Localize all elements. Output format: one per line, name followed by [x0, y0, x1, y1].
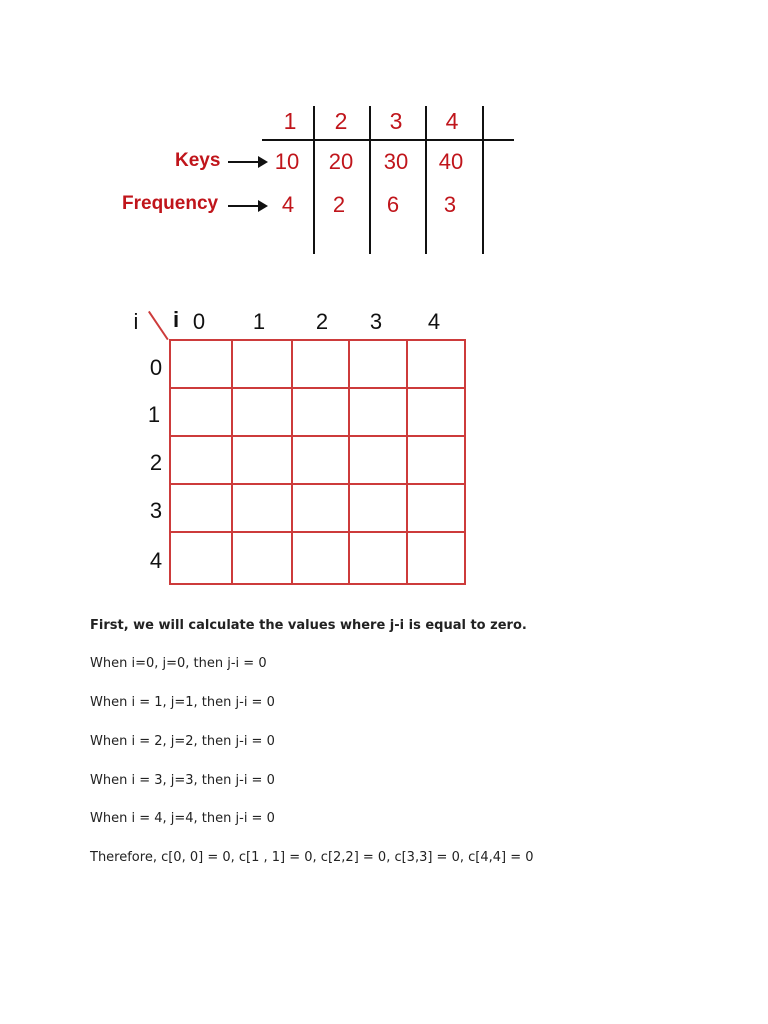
table-column-divider — [313, 106, 315, 254]
axis-divider — [148, 311, 169, 340]
index-header-3: 3 — [389, 108, 403, 134]
key-value: 40 — [438, 149, 464, 174]
table-column-divider — [425, 106, 427, 254]
matrix-grid-line — [169, 483, 466, 485]
frequency-value: 2 — [332, 192, 346, 217]
key-value: 30 — [383, 149, 409, 174]
table-column-divider — [369, 106, 371, 254]
index-header-4: 4 — [445, 108, 459, 134]
calc-line-1: When i=0, j=0, then j-i = 0 — [90, 656, 267, 671]
frequency-value: 3 — [443, 192, 457, 217]
row-header-3: 3 — [149, 498, 163, 523]
matrix-grid-line — [406, 339, 408, 585]
matrix-grid — [169, 339, 466, 585]
keys-label: Keys — [175, 150, 221, 171]
column-header-0: 0 — [192, 309, 206, 334]
index-header-1: 1 — [283, 108, 297, 134]
column-header-1: 1 — [252, 309, 266, 334]
frequency-label: Frequency — [122, 193, 219, 214]
key-value: 10 — [274, 149, 300, 174]
table-header-rule — [262, 139, 514, 141]
calc-line-3: When i = 2, j=2, then j-i = 0 — [90, 734, 275, 749]
matrix-grid-line — [169, 387, 466, 389]
frequency-value: 4 — [281, 192, 295, 217]
row-header-4: 4 — [149, 548, 163, 573]
matrix-grid-line — [169, 531, 466, 533]
row-header-2: 2 — [149, 450, 163, 475]
keys-arrow-icon — [228, 161, 266, 163]
key-value: 20 — [328, 149, 354, 174]
calc-line-4: When i = 3, j=3, then j-i = 0 — [90, 773, 275, 788]
calc-line-2: When i = 1, j=1, then j-i = 0 — [90, 695, 275, 710]
column-axis-label: i — [172, 307, 180, 332]
conclusion-text: Therefore, c[0, 0] = 0, c[1 , 1] = 0, c[2,2] = 0, c[3,3] = 0, c[4,4] = 0 — [90, 850, 534, 865]
column-header-2: 2 — [315, 309, 329, 334]
matrix-grid-line — [231, 339, 233, 585]
matrix-grid-line — [348, 339, 350, 585]
frequency-value: 6 — [386, 192, 400, 217]
matrix-grid-line — [169, 435, 466, 437]
column-header-3: 3 — [369, 309, 383, 334]
row-header-0: 0 — [149, 355, 163, 380]
calc-line-5: When i = 4, j=4, then j-i = 0 — [90, 811, 275, 826]
row-header-1: 1 — [147, 402, 161, 427]
table-column-divider — [482, 106, 484, 254]
index-header-2: 2 — [334, 108, 348, 134]
intro-text: First, we will calculate the values where j-i is equal to zero. — [90, 618, 527, 633]
matrix-grid-line — [291, 339, 293, 585]
frequency-arrow-icon — [228, 205, 266, 207]
row-axis-label: i — [133, 309, 139, 334]
column-header-4: 4 — [427, 309, 441, 334]
